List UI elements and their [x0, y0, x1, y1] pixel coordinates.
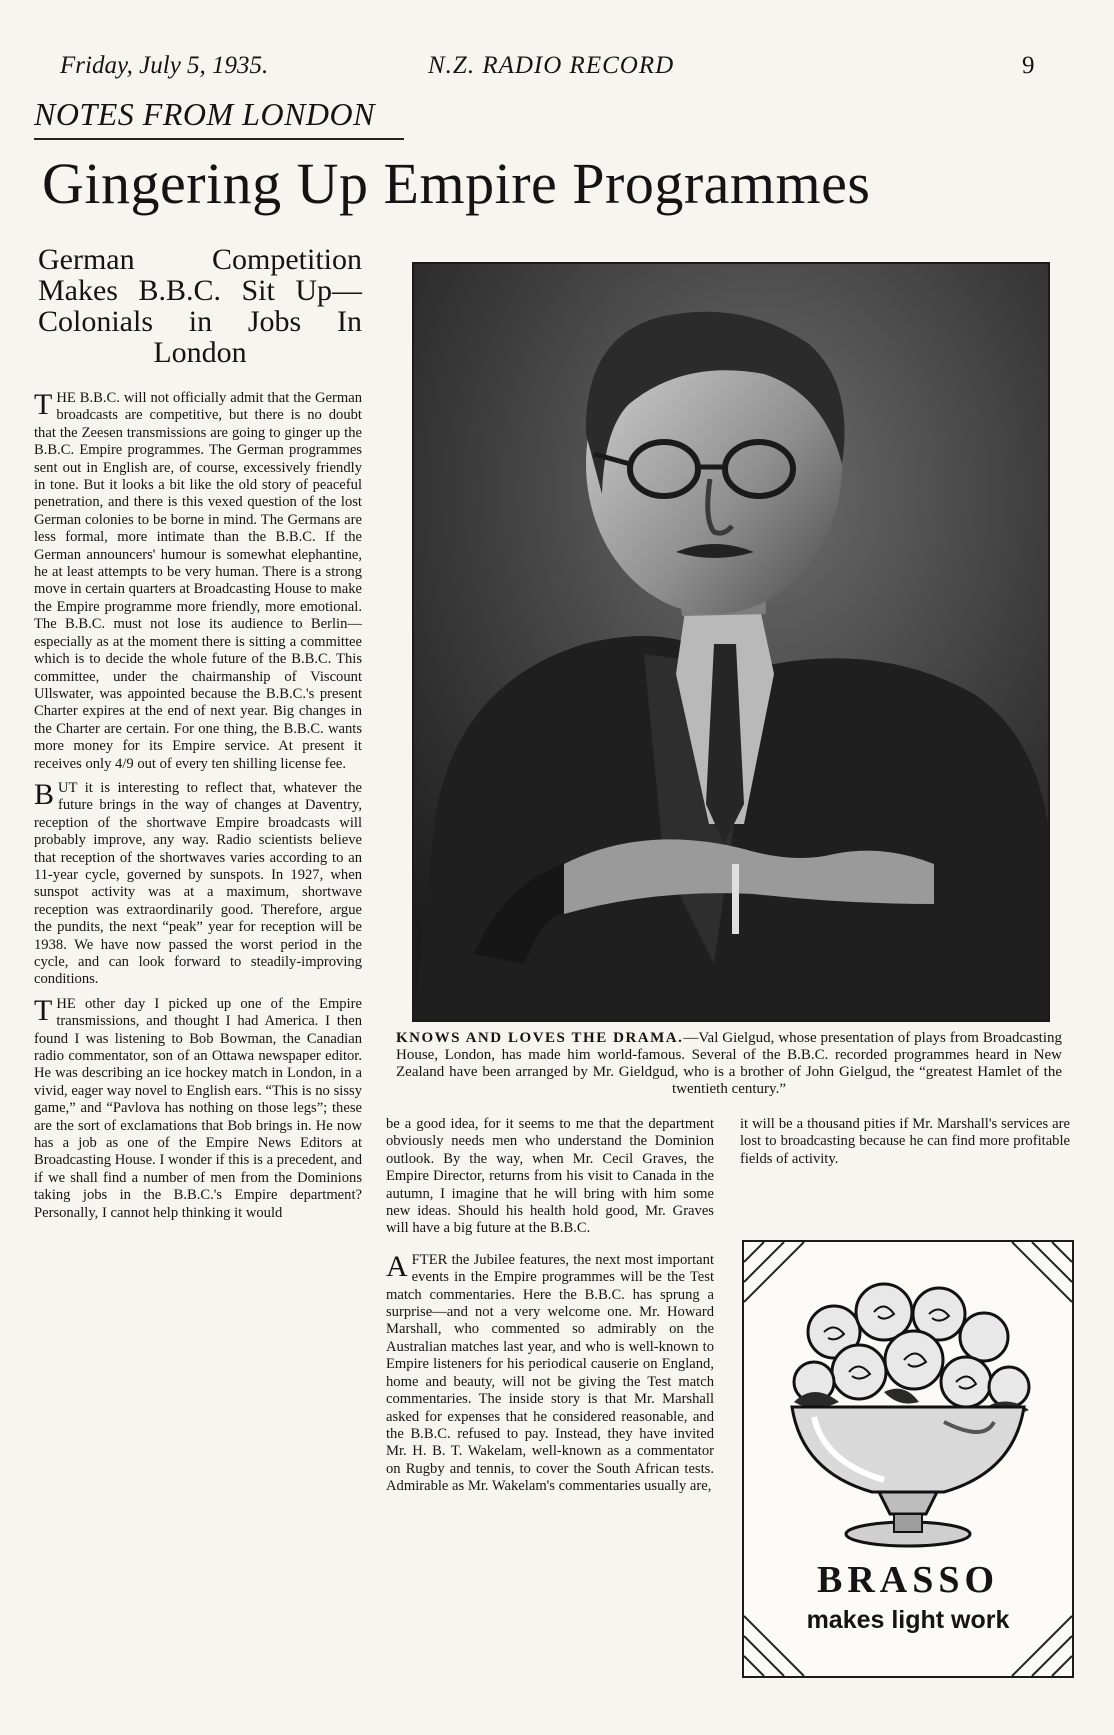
- publication-name: N.Z. RADIO RECORD: [428, 52, 675, 79]
- issue-date: Friday, July 5, 1935.: [60, 52, 269, 79]
- drop-cap: T: [34, 388, 53, 421]
- article-paragraph: THE B.B.C. will not officially admit that the German broadcasts are competitive, but there is no doubt that the Zeesen transmissions are going to ginger up the B.B.C. Empire programmes. The German programmes sent out in English are, of course, excessively friendly in tone. But it looks a bit like the old story of peaceful penetration, and there is this vexed question of the lost German colonies to be borne in mind. The Germans are less formal, more intimate than the B.B.C. If the German announcers' humour is somewhat elephantine, he at least attempts to be very human. There is a strong move in certain quarters at Broadcasting House to make the Empire programme more friendly, more emotional. The B.B.C. must not lose its audience to Berlin—especially as at the moment there is sitting a committee which is to decide the whole future of the B.B.C. This committee, under the chairmanship of Viscount Ullswater, was appointed because the B.B.C.'s present Charter expires at the end of next year. Big changes in the Charter are certain. For one thing, the B.B.C. wants more money for its Empire service. At present it receives only 4/9 out of every ten shilling license fee.: [34, 388, 362, 772]
- article-paragraph: AFTER the Jubilee features, the next most important events in the Empire programmes will be the Test match commentaries. Here the B.B.C. has sprung a surprise—and not a very welcome one. Mr. Howard Marshall, who commented so admirably on the Australian matches last year, and who is well-known to Empire listeners for his periodical causerie on England, home and beauty, will not be giving the Test match commentaries. The inside story is that Mr. Marshall asked for expenses that he considered reasonable, and the B.B.C. refused to pay. Instead, they have invited Mr. H. B. T. Wakelam, well-known as a commentator on Rugby and tennis, to cover the South African tests. Admirable as Mr. Wakelam's commentaries usually are,: [386, 1249, 714, 1495]
- article-column-2: [386, 1116, 714, 1503]
- brasso-advertisement: [742, 1240, 1074, 1678]
- headline: Gingering Up Empire Programmes: [42, 151, 871, 216]
- page-number: 9: [1022, 52, 1035, 79]
- article-column-1: [34, 390, 362, 1229]
- caption-lead: KNOWS AND LOVES THE DRAMA.: [396, 1030, 684, 1046]
- drop-cap: T: [34, 993, 53, 1027]
- section-title: NOTES FROM LONDON: [34, 96, 375, 132]
- article-paragraph: it will be a thousand pities if Mr. Marshall's services are lost to broadcasting because he can find more profitable fields of activity.: [740, 1116, 1070, 1167]
- portrait-illustration: [414, 264, 1048, 1020]
- article-column-3: [740, 1116, 1070, 1175]
- ad-brand-name: BRASSO: [816, 1559, 1000, 1601]
- photo-caption: [396, 1030, 1062, 1098]
- portrait-photo: [412, 262, 1050, 1022]
- caption-text: —Val Gielgud, whose presentation of plays from Broadcasting House, London, has made him world-famous. Several of the B.B.C. recorded programmes heard in New Zealand have been arranged by Mr. Gieldgud, who is a brother of John Gielgud, the “greatest Hamlet of the twentieth century.”: [396, 1030, 1062, 1097]
- subheadline: German Competition Makes B.B.C. Sit Up—Colonials in Jobs In London: [38, 243, 362, 369]
- drop-cap: A: [386, 1249, 408, 1283]
- article-paragraph: THE other day I picked up one of the Empire transmissions, and thought I had America. I then found I was listening to Bob Bowman, the Canadian radio commentator, son of an Ottawa newspaper editor. He was describing an ice hockey match in London, in a vivid, eager way novel to English ears. “This is no sissy game,” and “Pavlova has nothing on those legs”; these are the sort of exclamations that Bob brings in. He now has a job as one of the Empire News Editors at Broadcasting House. I wonder if this is a precedent, and if we shall find a number of men from the Dominions taking jobs in the B.B.C.'s Empire department? Personally, I cannot help thinking it would: [34, 993, 362, 1221]
- article-paragraph: BUT it is interesting to reflect that, whatever the future brings in the way of changes at Daventry, reception of the shortwave Empire broadcasts will probably improve, any way. Radio scientists believe that reception of the shortwaves varies according to an 11-year cycle, governed by sunspots. In 1927, when sunspot activity was at a maximum, shortwave reception was extraordinarily good. Therefore, argue the pundits, the next “peak” year for reception will be 1938. We have now passed the worst period in the cycle, and can look forward to steadily-improving conditions.: [34, 777, 362, 988]
- drop-cap: B: [34, 777, 55, 811]
- ad-slogan: makes light work: [806, 1606, 1010, 1634]
- article-paragraph: be a good idea, for it seems to me that the department obviously needs men who understand the Dominion outlook. By the way, when Mr. Cecil Graves, the Empire Director, returns from his visit to Canada in the autumn, I imagine that he will bring with him some new ideas. Should his health hold good, Mr. Graves will have a big future at the B.B.C.: [386, 1116, 714, 1237]
- section-divider: [34, 138, 404, 140]
